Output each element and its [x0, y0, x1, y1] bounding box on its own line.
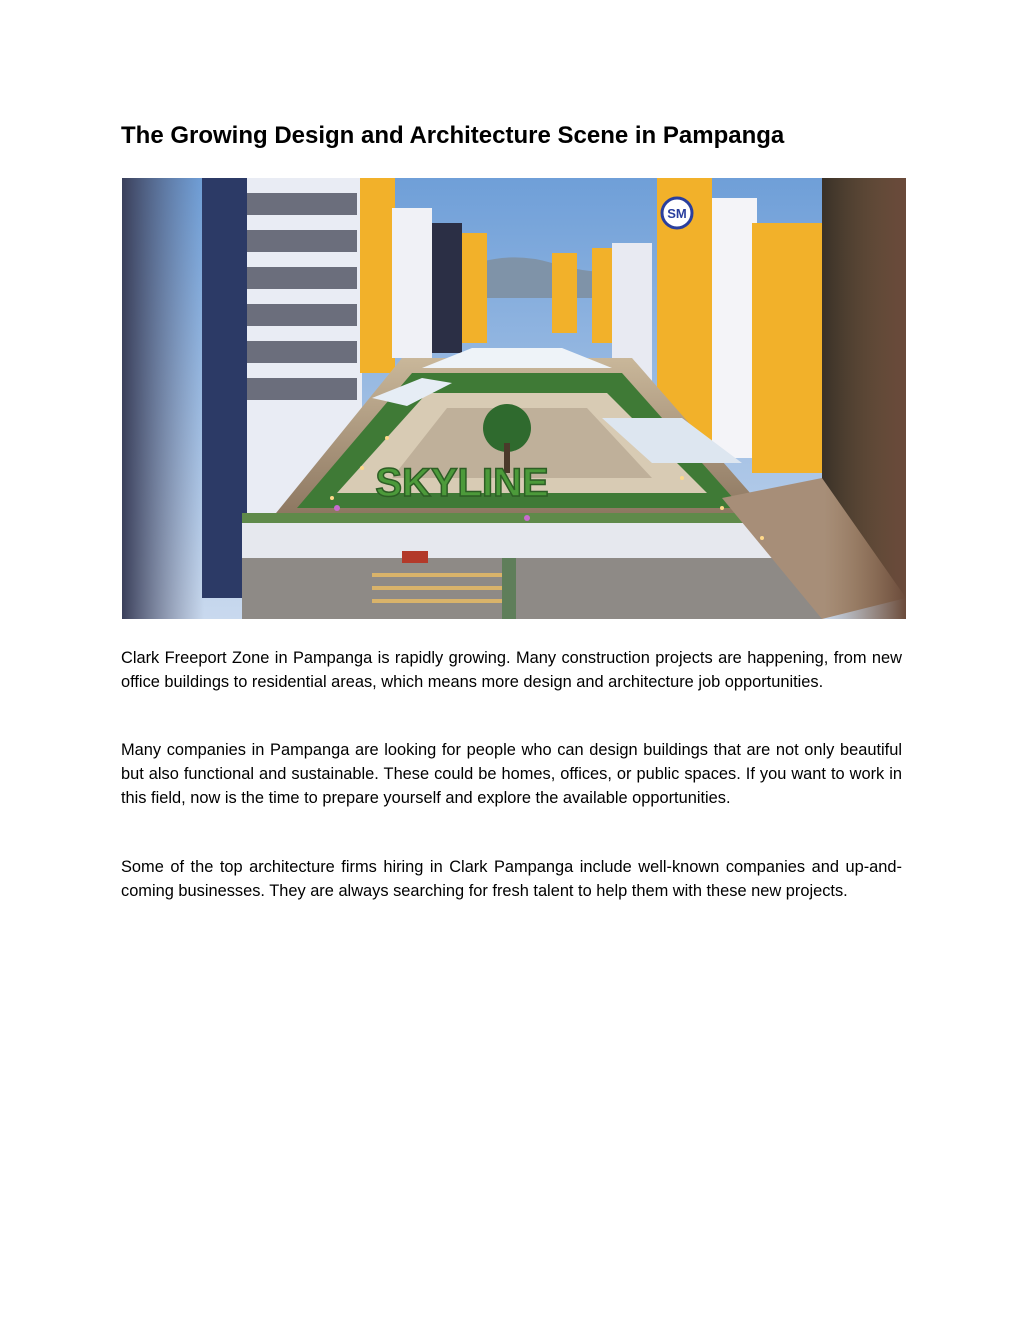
hero-photo: [122, 178, 906, 619]
paragraph-companies: Many companies in Pampanga are looking for people who can design buildings that are not only beautiful but also functional and sustainable. These could be homes, offices, or public spaces. If you want to work in this field, now is the time to prepare yourself and explore the available opportunities.: [121, 741, 902, 807]
paragraph-intro: Clark Freeport Zone in Pampanga is rapidly growing. Many construction projects are happening, from new office buildings to residential areas, which means more design and architecture job opportunities.: [121, 649, 902, 691]
skyline-sign: SKYLINE: [375, 461, 549, 505]
sm-logo: SM: [667, 206, 687, 221]
paragraph-firms: Some of the top architecture firms hiring in Clark Pampanga include well-known companies and up-and-coming businesses. They are always searching for fresh talent to help them with these new projects.: [121, 858, 902, 900]
skyline-plaza-photo: [122, 178, 906, 619]
document-title: The Growing Design and Architecture Scene in Pampanga: [121, 122, 785, 149]
